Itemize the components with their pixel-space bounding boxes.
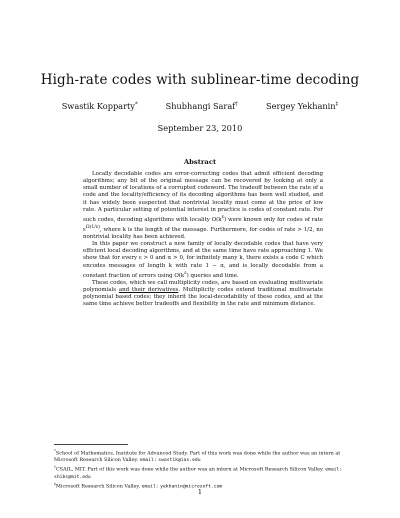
- abstract-paragraph: In this paper we construct a new family of locally decodable codes that have very efficient local decoding algorithms, and at the same time have rate approaching 1. We show that for every ε > 0 and α > 0, for infinitely many k, there exists a code C which encodes messages of length k with rate 1 − α, and is locally decodable from a constant fraction of errors using $O(k^\varepsilon)$ queries and time.: [83, 241, 323, 279]
- email-address: yekhanin@microsoft.com: [160, 485, 223, 491]
- email-address: swastik@ias.edu: [158, 457, 201, 463]
- author: Sergey Yekhanin‡: [266, 101, 339, 111]
- footnote-mark: *: [134, 101, 138, 108]
- author: Shubhangi Saraf†: [165, 101, 239, 111]
- page-number: 1: [197, 488, 203, 496]
- paper-date: September 23, 2010: [157, 123, 243, 133]
- footnote-mark: †: [235, 101, 239, 108]
- email-address: shibs@mit.edu: [54, 475, 91, 481]
- footnotes: [54, 444, 348, 491]
- footnote-mark: ‡: [335, 101, 339, 108]
- abstract-paragraph: Locally decodable codes are error-correcting codes that admit efficient decoding algorithms; any bit of the original message can be recovered by looking at only a small number of locations of a corrupted codeword. The tradeoff between the rate of a code and the locality/efficiency of its decoding algorithms has been well studied, and it has widely been suspected that nontrivial locality must come at the price of low rate. A particular setting of potential interest in practice is codes of constant rate. For such codes, decoding algorithms with locality $O(k^\varepsilon)$ were known only for codes of rate $\varepsilon^{\Omega(1/\varepsilon)}$, where k is the length of the message. Furthermore, for codes of rate > 1/2, no nontrivial locality has been achieved.: [83, 171, 323, 240]
- footnote: †CSAIL, MIT. Part of this work was done while the author was an intern at Microsoft Research Silicon Valley. email: shibs@mit.edu: [54, 464, 343, 481]
- underlined-phrase: and their derivatives: [118, 286, 179, 293]
- footnote: ‡Microsoft Research Silicon Valley. email: yekhanin@microsoft.com: [54, 481, 223, 491]
- paper-title: High-rate codes with sublinear-time decoding: [40, 72, 360, 88]
- abstract-heading: Abstract: [183, 158, 217, 166]
- footnote: *School of Mathematics, Institute for Advanced Study. Part of this work was done while the author was an intern at Microsoft Research Silicon Valley. email: swastik@ias.edu: [54, 448, 341, 463]
- abstract-body: [83, 171, 323, 308]
- author-list: [0, 101, 400, 111]
- author: Swastik Kopparty*: [61, 101, 138, 111]
- abstract-paragraph: These codes, which we call multiplicity codes, are based on evaluating multivariate polynomials and their derivatives. Multiplicity codes extend traditional multivariate polynomial based codes; they inherit the local-decodability of these codes, and at the same time achieve better tradeoffs and flexibility in the rate and minimum distance.: [83, 279, 323, 308]
- footnote-rule: [54, 444, 128, 445]
